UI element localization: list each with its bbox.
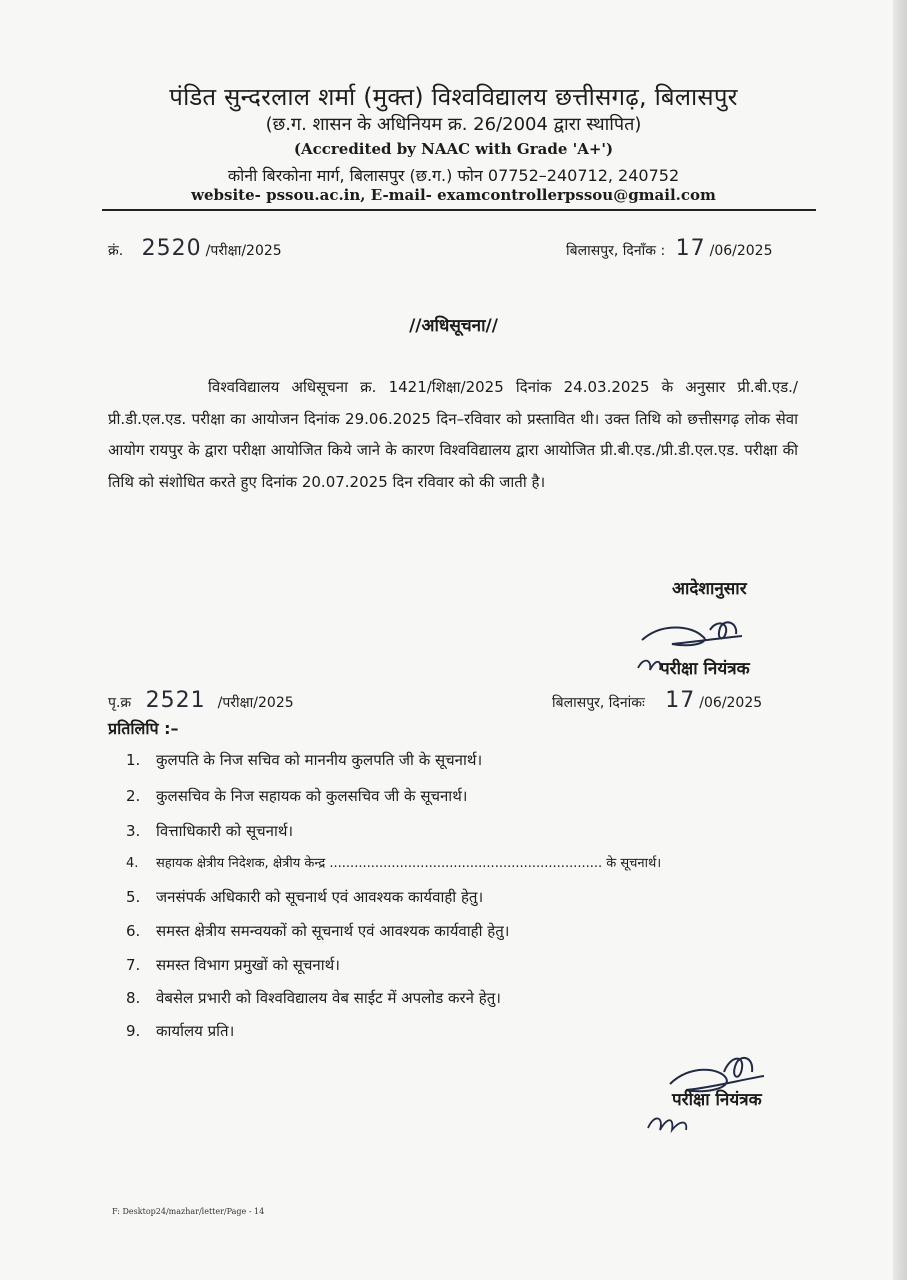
signatory-2: परीक्षा नियंत्रक [672,1090,762,1110]
notice-title: //अधिसूचना// [409,316,498,336]
ref2-prefix: पृ.क्र [108,695,132,711]
ref2-month-year: /06/2025 [699,695,763,711]
notice-body: विश्वविद्यालय अधिसूचना क्र. 1421/शिक्षा/2025 दिनांक 24.03.2025 के अनुसार प्री.बी.एड./प्री.डी.एल.एड. परीक्षा का आयोजन दिनांक 29.06.2025 दिन–रविवार को प्रस्तावित थी। उक्त तिथि को छत्तीसगढ़ लोक सेवा आयोग रायपुर के द्वारा परीक्षा आयोजित किये जाने के कारण विश्वविद्यालय द्वारा आयोजित प्री.बी.एड./प्री.डी.एल.एड. परीक्षा की तिथि को संशोधित करते हुए दिनांक 20.07.2025 दिन रविवार को की जाती है। [108,378,798,491]
ref1-block [108,236,282,261]
university-name: पंडित सुन्दरलाल शर्मा (मुक्त) विश्वविद्यालय छत्तीसगढ़, बिलासपुर [169,83,738,111]
ref2-day: 17 [665,688,696,713]
order-label: आदेशानुसार [672,579,747,599]
signatory-1: परीक्षा नियंत्रक [660,659,750,679]
list-item: 9. कार्यालय प्रति। [126,1022,235,1040]
list-item: 6. समस्त क्षेत्रीय समन्वयकों को सूचनार्थ एवं आवश्यक कार्यवाही हेतु। [126,922,510,940]
accreditation-line: (Accredited by NAAC with Grade 'A+') [293,140,614,158]
list-item: 7. समस्त विभाग प्रमुखों को सूचनार्थ। [126,956,340,974]
list-item: 8. वेबसेल प्रभारी को विश्वविद्यालय वेब साईट में अपलोड करने हेतु। [126,989,501,1007]
contact-line: website- pssou.ac.in, E-mail- examcontrollerpssou@gmail.com [191,186,716,204]
footer-file-path: F: Desktop24/mazhar/letter/Page - 14 [112,1207,265,1216]
establishment-line: (छ.ग. शासन के अधिनियम क्र. 26/2004 द्वारा स्थापित) [265,114,642,135]
ref1-number: 2520 [141,236,202,261]
ref1-place-date-label: बिलासपुर, दिनाँक : [566,243,666,259]
list-item: 4. सहायक क्षेत्रीय निदेशक, क्षेत्रीय केन्द्र .................................................................. के सूचनार्थ। [126,856,662,871]
list-item: 2. कुलसचिव के निज सहायक को कुलसचिव जी के सूचनार्थ। [126,787,468,805]
copy-label: प्रतिलिपि :– [108,719,179,738]
ref1-prefix: क्रं. [108,243,124,259]
ref1-date-block [566,236,773,261]
ref2-place-date-label: बिलासपुर, दिनांकः [552,695,645,711]
list-item: 5. जनसंपर्क अधिकारी को सूचनार्थ एवं आवश्यक कार्यवाही हेतु। [126,888,484,906]
ref1-month-year: /06/2025 [709,243,773,259]
ref2-date-block [552,688,762,713]
header-divider [102,209,816,211]
address-line: कोनी बिरकोना मार्ग, बिलासपुर (छ.ग.) फोन 07752–240712, 240752 [227,166,680,185]
ref1-suffix: /परीक्षा/2025 [205,243,282,259]
list-item: 3. वित्ताधिकारी को सूचनार्थ। [126,822,294,840]
ref1-day: 17 [675,236,706,261]
ref2-block [108,688,294,713]
ref2-number: 2521 [145,688,206,713]
ref2-suffix: /परीक्षा/2025 [217,695,294,711]
list-item: 1. कुलपति के निज सचिव को माननीय कुलपति जी के सूचनार्थ। [126,751,483,769]
